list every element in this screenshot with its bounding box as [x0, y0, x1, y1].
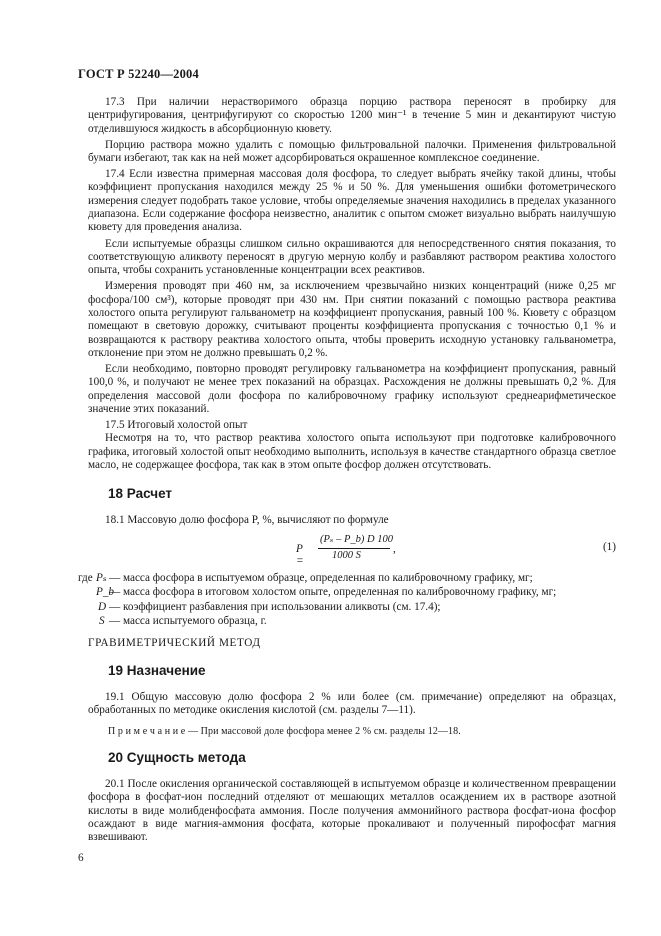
paragraph-17-5: Несмотря на то, что раствор реактива холостого опыта используют при подготовке калибровочного графика, итоговый холостой опыт необходимо выполнить, используя в качестве стандартного образца светлое масло, не содержащее фосфора, так как в этом опыте фосфор должен отсутствовать. [88, 432, 616, 472]
paragraph-17-4-measurement: Измерения проводят при 460 нм, за исключением чрезвычайно низких концентраций (ниже 0,25 мг фосфора/100 см³), которые проводят при 430 нм. При снятии показаний с помощью раствора реактива холостого опыта регулируют гальванометр на коэффициент пропускания, равный 100 %. Кювету с образцом помещают в световую дорожку, считывают проценты коэффициента пропускания с точностью 0,1 % и возвращаются к раствору реактива холостого опыта, чтобы проверить исходную установку гальванометра, отклонение при этом не должно превышать 0,2 %. [88, 280, 616, 359]
section-20-heading: 20 Сущность метода [108, 750, 246, 765]
formula-lhs: P = [296, 543, 304, 567]
legend-text: — масса фосфора в испытуемом образце, определенная по калибровочному графику, мг; [109, 572, 533, 584]
legend-text: — масса испытуемого образца, г. [109, 615, 267, 628]
section-19-block [88, 691, 616, 718]
legend-symbol: Pₛ [96, 572, 107, 584]
formula-1 [296, 533, 616, 567]
legend-symbol: S [99, 615, 105, 628]
section-17-body [88, 96, 616, 475]
legend-text: — масса фосфора в итоговом холостом опыте, определенная по калибровочному графику, мг; [109, 586, 557, 599]
section-19-heading: 19 Назначение [108, 663, 206, 678]
section-18-intro-block [88, 514, 616, 527]
legend-prefix: где [78, 572, 93, 584]
paragraph-18-1: 18.1 Массовую долю фосфора P, %, вычисляют по формуле [105, 514, 389, 526]
document-header: ГОСТ Р 52240—2004 [78, 67, 199, 81]
legend-row [78, 571, 618, 585]
formula-number: (1) [602, 541, 616, 553]
paragraph-17-4-dilution: Если испытуемые образцы слишком сильно окрашиваются для непосредственного снятия показания, то соответствующую аликвоту переносят в другую мерную колбу и разбавляют раствором реактива холостого опыта, чтобы сохранить установленные концентрации всех реактивов. [88, 237, 616, 277]
formula-legend [78, 571, 618, 629]
paragraph-17-3-filter: Порцию раствора можно удалить с помощью фильтровальной палочки. Применения фильтровальной бумаги избегают, так как на ней может адсорбироваться окрашенное комплексное соединение. [88, 138, 616, 165]
section-19-note: П р и м е ч а н и е — При массовой доле фосфора менее 2 % см. разделы 12—18. [108, 726, 461, 737]
formula-numerator: (Pₛ – P_b) D 100 [320, 534, 393, 545]
paragraph-17-3: 17.3 При наличии нерастворимого образца порцию раствора переносят в пробирку для центрифугирования, центрифугируют со скоростью 1200 мин⁻¹ в течение 5 мин и декантируют чистую отделившуюся жидкость в абсорбционную кювету. [88, 96, 616, 135]
fraction-bar [318, 548, 390, 549]
legend-symbol: D [98, 600, 107, 613]
formula-denominator: 1000 S [332, 550, 361, 561]
page-number: 6 [78, 852, 84, 864]
paragraph-17-4-repeat: Если необходимо, повторно проводят регулировку гальванометра на коэффициент пропускания, равный 100,0 %, и получают не менее трех показаний на образцах. Расхождения не должны превышать 0,2 %. Для определения массовой доли фосфора по калибровочному графику используют среднеарифметическое значение этих показаний. [88, 362, 616, 415]
method-heading: ГРАВИМЕТРИЧЕСКИЙ МЕТОД [88, 637, 261, 649]
paragraph-20-1: 20.1 После окисления органической составляющей в испытуемом образце и количественном превращении фосфора в фосфат-ион последний отделяют от мешающих металлов осаждением их в растворе азотной кислоты в виде молибденфосфата аммония. После получения аммонийного раствора фосфат-иона фосфор осаждают в виде магния-аммония фосфата, которые прокаливают и полученный пирофосфат магния взвешивают. [88, 778, 616, 844]
formula-tail: , [393, 543, 396, 555]
paragraph-17-5-title: 17.5 Итоговый холостой опыт [105, 419, 248, 432]
legend-row [78, 600, 618, 614]
paragraph-19-1: 19.1 Общую массовую долю фосфора 2 % или более (см. примечание) определяют на образцах, обработанных по методике окисления кислотой (см. разделы 7—11). [88, 691, 616, 717]
legend-text: — коэффициент разбавления при использовании аликвоты (см. 17.4); [109, 600, 441, 613]
legend-row [78, 585, 618, 599]
legend-row [78, 614, 618, 628]
section-20-block [88, 778, 616, 845]
paragraph-17-4: 17.4 Если известна примерная массовая доля фосфора, то следует выбрать ячейку такой длины, чтобы коэффициент пропускания находился между 25 % и 50 %. Для уменьшения ошибки фотометрического измерения следует подобрать такое условие, чтобы определяемые значения находились в пределах указанного диапазона. Если содержание фосфора неизвестно, аналитик с опытом сможет визуально выбрать наилучшую кювету для проведения анализа. [88, 168, 616, 234]
legend-symbol: P_b [96, 586, 115, 599]
section-18-heading: 18 Расчет [108, 486, 173, 501]
